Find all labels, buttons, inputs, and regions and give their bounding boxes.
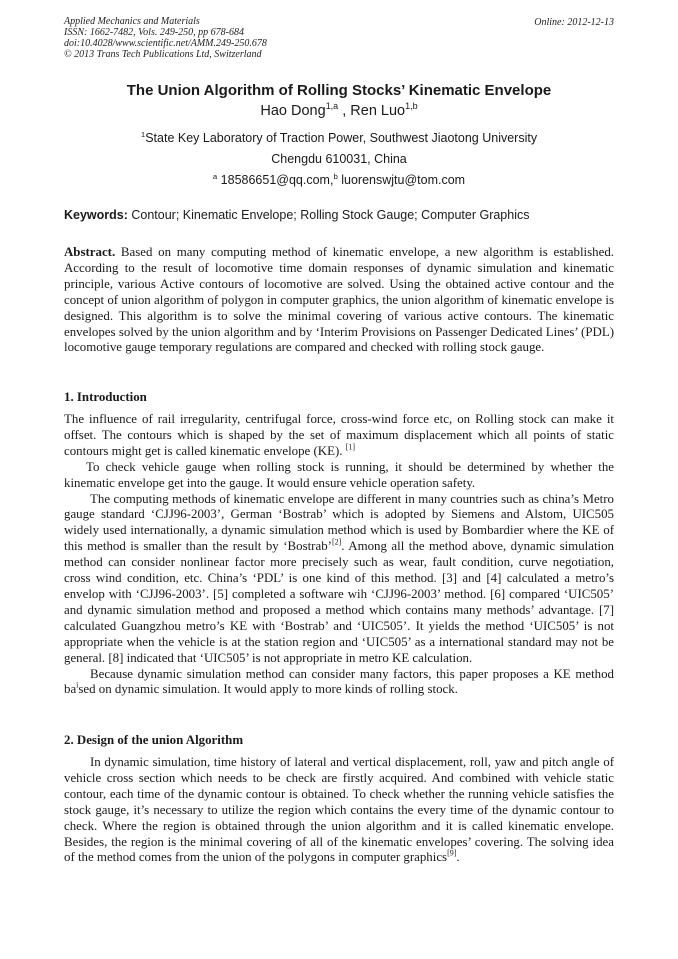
intro-paragraph-1: The influence of rail irregularity, centrifugal force, cross-wind force etc, on Rolling stock can make it offset. The contours which is shaped by the set of maximum displacement which all points of static contours might get is called kinematic envelope (KE). [1] xyxy=(64,412,614,458)
abstract-text: Based on many computing method of kinematic envelope, a new algorithm is established. According to the result of locomotive time domain responses of dynamic simulation and kinematic principle, various Active contours of locomotive are solved. Using the obtained active contour and the concept of union algorithm of polygon in computer graphics, the union algorithm of kinematic envelope is designed. This algorithm is to solve the minimal covering of various active contours. The kinematic envelopes solved by the union algorithm and by ‘Interim Provisions on Passenger Dedicated Lines’ (PDL) locomotive gauge temporary regulations are compared and checked with rolling stock gauge. xyxy=(64,245,614,355)
author-2-sup: 1,b xyxy=(405,101,418,112)
copyright-line: © 2013 Trans Tech Publications Ltd, Switzerland xyxy=(64,49,262,60)
affiliation-sup: 1 xyxy=(140,129,146,139)
abstract-label: Abstract. xyxy=(64,245,116,259)
intro-paragraph-4: Because dynamic simulation method can consider many factors, this paper proposes a KE method $ba^ised$ on dynamic simulation. It would apply to more kinds of rolling stock. xyxy=(64,666,614,697)
citation-2: [2] xyxy=(331,537,342,547)
affiliation-text-1: State Key Laboratory of Traction Power, Southwest Jiaotong University xyxy=(145,131,538,145)
section-1-heading: 1. Introduction xyxy=(64,390,147,404)
affiliation-line-2: Chengdu 610031, China xyxy=(271,152,407,166)
author-2-name: Ren Luo xyxy=(350,103,406,119)
author-separator: , xyxy=(338,103,351,119)
email-a: 18586651@qq.com, xyxy=(217,173,334,187)
paper-title: The Union Algorithm of Rolling Stocks’ Kinematic Envelope xyxy=(126,82,552,99)
section-2-heading: 2. Design of the union Algorithm xyxy=(64,733,244,747)
intro-paragraph-3: The computing methods of kinematic envelope are different in many countries such as china’s Metro gauge standard ‘CJJ96-2003’, German ‘Bostrab’ which is adopted by Siemens and Alstom, UIC505 widely used internationally, a dynamic simulation method which is used by Bombardier where the KE of this method is smaller than the result by ‘Bostrab’[2]. Among all the method above, dynamic simulation method can consider nonlinear factor more precisely such as wear, fault condition, curve negotiation, cross wind condition, etc. China’s ‘PDL’ is one kind of this method. [3] and [4] calculated a metro’s envelop with ‘CJJ96-2003’. [5] completed a software wih ‘CJJ96-2003’ method. [6] compared ‘UIC505’ and dynamic simulation method and proposed a method which contains many methods’ advantage. [7] calculated Guangzhou metro’s KE with ‘Bostrab’ and ‘UIC505’. It yields the method ‘UIC505’ is not appropriate when the vehicle is at the station region and ‘UIC505’ as a international standard may not be general. [8] indicated that ‘UIC505’ is not appropriate in metro KE calculation. xyxy=(64,491,614,665)
email-sup-b: b xyxy=(333,171,338,181)
email-line xyxy=(0,173,678,187)
section-2-body xyxy=(64,755,614,866)
abstract xyxy=(64,245,614,356)
author-line xyxy=(0,103,678,119)
author-1-sup: 1,a xyxy=(325,101,339,112)
keywords-text: Contour; Kinematic Envelope; Rolling Stock Gauge; Computer Graphics xyxy=(127,208,530,222)
stray-superscript: i xyxy=(76,681,79,691)
online-date: Online: 2012-12-13 xyxy=(534,17,614,28)
union-paragraph-1: In dynamic simulation, time history of lateral and vertical displacement, roll, yaw and pitch angle of vehicle cross section which needs to be check are firstly acquired. And combined with vehicle static contour, each time of the dynamic contour is obtained. To check whether the running vehicle satisfies the stock gauge, it’s necessary to utilize the region which contains the every time of the dynamic contour to check. Where the region is obtained through the union algorithm and it is called kinematic envelope. Besides, the region is the minimal covering of all of the kinematic envelopes’ covering. The solving idea of the method comes from the union of the polygons in computer graphics[9]. xyxy=(64,755,614,865)
email-b: luorenswjtu@tom.com xyxy=(337,173,466,187)
email-sup-a: a xyxy=(212,171,218,181)
issn-line: ISSN: 1662-7482, Vols. 249-250, pp 678-684 xyxy=(64,27,244,38)
section-1-body xyxy=(64,412,614,698)
journal-name: Applied Mechanics and Materials xyxy=(64,16,200,27)
citation-1: [1] xyxy=(345,442,356,452)
intro-paragraph-2: To check vehicle gauge when rolling stock is running, it should be determined by whether the kinematic envelope get into the gauge. It would ensure vehicle operation safety. xyxy=(64,459,614,490)
citation-9: [9] xyxy=(447,849,457,859)
author-1-name: Hao Dong xyxy=(260,103,326,119)
keywords xyxy=(64,208,616,222)
affiliation-line-1 xyxy=(0,131,678,145)
keywords-label: Keywords: xyxy=(64,208,128,222)
doi-line: doi:10.4028/www.scientific.net/AMM.249-250.678 xyxy=(64,38,267,49)
